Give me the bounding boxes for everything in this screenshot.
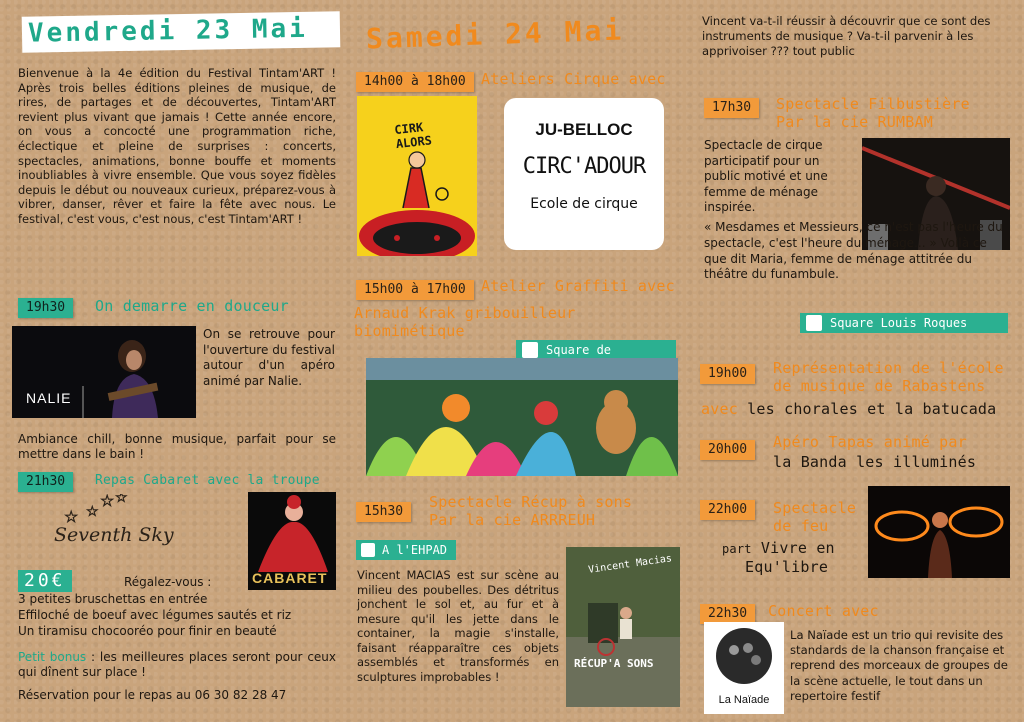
sat-ev2-title: Atelier Graffiti avec bbox=[481, 277, 675, 295]
svg-text:☆: ☆ bbox=[100, 494, 115, 510]
circ-adour-logo bbox=[504, 98, 664, 250]
friday-ev1-time: 19h30 bbox=[18, 298, 73, 318]
seventh-sky-text: Seventh Sky bbox=[54, 524, 174, 546]
nalie-label: NALIE bbox=[26, 390, 72, 406]
circ-adour-sub: Ecole de cirque bbox=[530, 196, 638, 212]
r-ev2-title: Représentation de l'école bbox=[773, 359, 1004, 377]
tree-icon bbox=[806, 315, 822, 331]
saturday-title: Samedi 24 Mai bbox=[365, 13, 625, 56]
nalie-photo bbox=[12, 326, 196, 418]
seventh-sky-logo bbox=[50, 494, 200, 556]
menu-item-1: 3 petites bruschettas en entrée bbox=[18, 592, 208, 606]
right-top-text: Vincent va-t-il réussir à découvrir que ce sont des instruments de musique ? Va-t-il parvenir à les apprivoiser ??? tout public bbox=[702, 14, 991, 58]
svg-text:☆: ☆ bbox=[64, 507, 79, 526]
cirk-alors-poster bbox=[357, 96, 477, 256]
r-ev1-location bbox=[800, 313, 1008, 333]
sat-ev2-location bbox=[516, 340, 676, 360]
r-ev4-title4: Equ'libre bbox=[745, 558, 829, 576]
bonus-label: Petit bonus bbox=[18, 650, 87, 664]
friday-ev2-time: 21h30 bbox=[18, 472, 73, 492]
price-badge bbox=[18, 570, 72, 592]
circ-adour-top: JU-BELLOC bbox=[535, 120, 633, 139]
r-ev1-text: Spectacle de cirque participatif pour un public motivé et une femme de ménage inspirée. bbox=[704, 138, 828, 214]
menu-intro: Régalez-vous : bbox=[124, 575, 212, 589]
r-ev2-title2: de musique de Rabastens bbox=[773, 377, 986, 395]
graffiti-mural-photo bbox=[366, 358, 678, 476]
cabaret-poster bbox=[248, 492, 336, 590]
friday-ev1-title: On demarre en douceur bbox=[95, 297, 289, 315]
bonus-body: : les meilleures places seront pour ceux qui dînent sur place ! bbox=[18, 650, 337, 679]
price-text: 20€ bbox=[24, 570, 66, 591]
r-ev4-line3 bbox=[722, 540, 835, 558]
r-ev5-time: 22h30 bbox=[700, 604, 755, 624]
friday-ev2-title: Repas Cabaret avec la troupe bbox=[95, 473, 320, 488]
menu-item-3: Un tiramisu chocooréo pour finir en beauté bbox=[18, 624, 277, 638]
r-ev4-title: Spectacle bbox=[773, 499, 857, 517]
r-ev1-time: 17h30 bbox=[704, 98, 759, 118]
sat-ev2-title2: Arnaud Krak gribouilleur biomimétique bbox=[354, 304, 576, 340]
r-ev1-quote: « Mesdames et Messieurs, ce n'est pas l'heure du spectacle, c'est l'heure du ménage... » Voilà ce que dit Maria, femme de ménage attitrée du théâtre du funambule. bbox=[704, 220, 1003, 282]
r-ev4-title2: de feu bbox=[773, 517, 829, 535]
menu-item-2: Effiloché de boeuf avec légumes sautés et riz bbox=[18, 608, 292, 622]
r-ev1-title2: Par la cie RUMBAM bbox=[776, 113, 933, 131]
sat-ev2-location-text: Square de bbox=[546, 343, 612, 357]
la-naiade-photo bbox=[704, 622, 784, 714]
r-ev4-title3: Vivre en bbox=[751, 539, 835, 557]
friday-intro: Bienvenue à la 4e édition du Festival Tintam'ART ! Après trois belles éditions pleines de musique, de rires, de partages et de découvertes, Tintam'ART revient plus vivant que jamais ! Cette année encore, on vous a concocté une programmation riche, éclectique et pleine de surprises : concerts, spectacles, animations, bonne bouffe et moments inoubliables à vivre ensemble. Que vous soyez fidèles depuis le début ou nouveaux curieux, préparez-vous à vibrer, danser, rêver et faire la fête avec nous. Le festival, c'est vous, c'est nous, c'est Tintam'ART ! bbox=[18, 66, 336, 226]
recup-poster-bottom: RÉCUP'A SONS bbox=[574, 657, 654, 670]
bonus-text bbox=[18, 650, 336, 679]
circ-adour-main: CIRC'ADOUR bbox=[522, 154, 646, 179]
sat-ev3-text: Vincent MACIAS est sur scène au milieu des poubelles. Des détritus jonchent le sol et, au fur et à mesure qu'il les jette dans le container, la magie s'installe, faisant réapparaître ces objets assemblés et transformés en sculptures improbables ! bbox=[357, 568, 559, 684]
sat-ev1-time: 14h00 à 18h00 bbox=[356, 72, 474, 92]
r-ev2-time: 19h00 bbox=[700, 364, 755, 384]
la-naiade-label: La Naïade bbox=[718, 694, 770, 706]
r-ev5-title: Concert avec bbox=[768, 602, 879, 620]
sat-ev3-title2: Par la cie ARRREUH bbox=[429, 511, 596, 529]
recup-a-sons-poster bbox=[566, 547, 680, 707]
sat-ev3-location-text: A l'EHPAD bbox=[382, 543, 448, 557]
r-ev5-text: La Naïade est un trio qui revisite des standards de la chanson française et reprend des morceaux de groupes de la scène actuelle, le tout dans un repertoire festif bbox=[790, 628, 1008, 703]
sat-ev3-title: Spectacle Récup à sons bbox=[429, 493, 633, 511]
sat-ev3-time: 15h30 bbox=[356, 502, 411, 522]
r-ev1-title: Spectacle Filbustière bbox=[776, 95, 970, 113]
r-ev2-avec: avec bbox=[701, 400, 738, 418]
friday-title: Vendredi 23 Mai bbox=[27, 13, 309, 49]
sat-ev3-location bbox=[356, 540, 456, 560]
cirk-alors-text: CIRK ALORS bbox=[393, 120, 433, 152]
tree-icon bbox=[361, 543, 375, 557]
sat-ev2-time: 15h00 à 17h00 bbox=[356, 280, 474, 300]
reservation-text: Réservation pour le repas au 06 30 82 28 47 bbox=[18, 688, 287, 702]
r-ev3-title2: la Banda les illuminés bbox=[773, 453, 977, 471]
r-ev4-part: part bbox=[722, 542, 752, 556]
r-ev2-title3: les chorales et la batucada bbox=[737, 400, 997, 418]
recup-poster-top: Vincent Macias bbox=[587, 553, 673, 576]
svg-text:☆: ☆ bbox=[115, 494, 128, 506]
tree-icon bbox=[522, 342, 538, 358]
r-ev2-line3 bbox=[701, 401, 996, 418]
friday-ev1-text: On se retrouve pour l'ouverture du festival autour d'un apéro animé par Nalie. bbox=[203, 327, 335, 388]
sat-ev1-title: Ateliers Cirque avec bbox=[481, 70, 666, 88]
r-ev4-time: 22h00 bbox=[700, 500, 755, 520]
fire-show-photo bbox=[868, 486, 1010, 578]
svg-text:☆: ☆ bbox=[86, 504, 99, 520]
r-ev3-title: Apéro Tapas animé par bbox=[773, 433, 967, 451]
friday-ev1-text2: Ambiance chill, bonne musique, parfait pour se mettre dans le bain ! bbox=[18, 432, 336, 461]
r-ev1-location-text: Square Louis Roques bbox=[830, 316, 968, 330]
friday-title-banner bbox=[22, 11, 341, 53]
cabaret-poster-text: CABARET bbox=[252, 570, 328, 586]
r-ev3-time: 20h00 bbox=[700, 440, 755, 460]
